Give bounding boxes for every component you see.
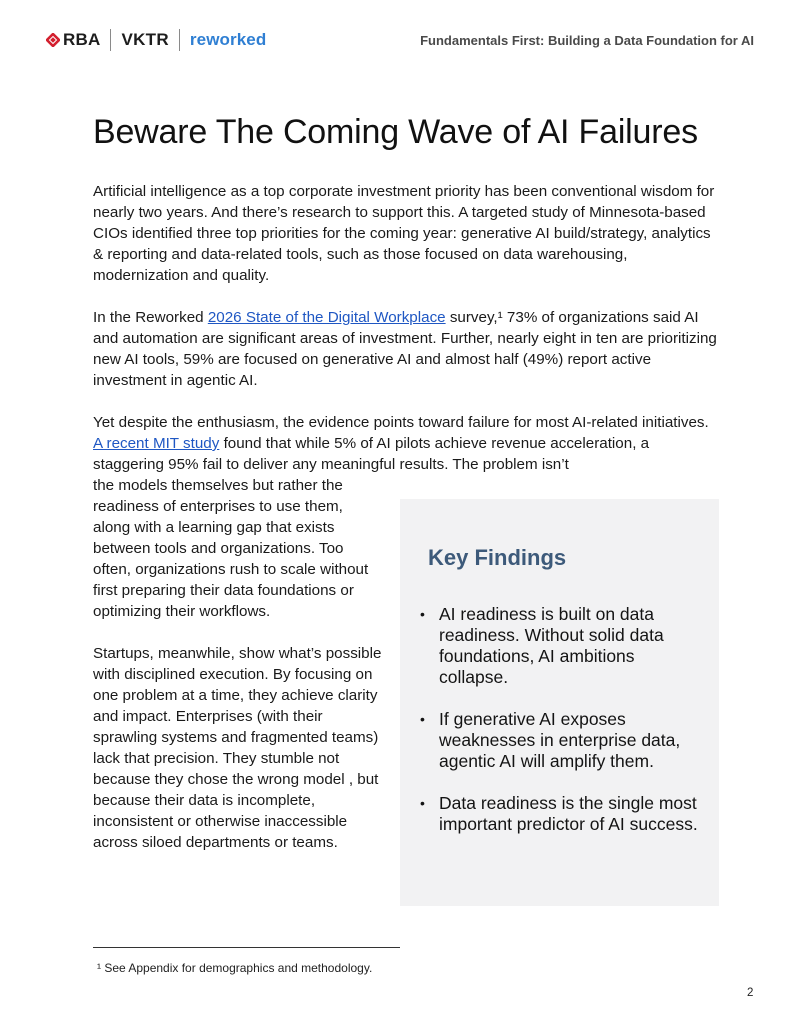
key-finding-item (420, 604, 705, 688)
mit-study-link[interactable]: A recent MIT study (93, 435, 220, 452)
paragraph-text: found that while 5% of AI pilots achieve revenue acceleration, a staggering 95% fail to deliver any meaningful results. The problem isn’t (93, 435, 650, 473)
bullet-icon: • (420, 711, 425, 727)
paragraph-text: Yet despite the enthusiasm, the evidence points toward failure for most AI-related initiatives. (93, 414, 709, 431)
logo-divider (179, 29, 180, 51)
logo-divider (110, 29, 111, 51)
key-finding-text: AI readiness is built on data readiness. Without solid data foundations, AI ambitions collapse. (439, 604, 664, 687)
paragraph-survey (93, 307, 718, 391)
paragraph-mit-study (93, 412, 718, 475)
key-finding-text: Data readiness is the single most important predictor of AI success. (439, 793, 698, 834)
rba-mark-icon (46, 33, 60, 47)
rba-logo (46, 30, 100, 50)
paragraph-mit-study-continued: the models themselves but rather the readiness of enterprises to use them, along with a learning gap that exists between tools and organizations. Too often, organizations rush to scale without first preparing their data foundations or optimizing their workflows. (93, 477, 369, 620)
key-finding-item (420, 793, 705, 835)
state-of-digital-workplace-link[interactable]: 2026 State of the Digital Workplace (207, 309, 446, 326)
vktr-logo: VKTR (121, 30, 169, 49)
page-title: Beware The Coming Wave of AI Failures (93, 113, 698, 151)
footnote: ¹ See Appendix for demographics and methodology. (97, 961, 373, 975)
key-findings-title: Key Findings (428, 545, 567, 570)
paragraph-text: survey,¹ 73% of organizations said AI and automation are significant areas of investment. Further, nearly eight in ten are prioritizing new AI tools, 59% are focused on generative AI and almost half (49%) report active investment in agentic AI. (93, 309, 717, 389)
key-finding-item (420, 709, 705, 772)
bullet-icon: • (420, 606, 425, 622)
page-header (46, 26, 754, 54)
paragraph-intro: Artificial intelligence as a top corporate investment priority has been conventional wisdom for nearly two years. And there’s research to support this. A targeted study of Minnesota-based CIOs identified three top priorities for the coming year: generative AI build/strategy, analytics & reporting and data-related tools, such as those focused on data warehousing, modernization and quality. (93, 183, 715, 284)
logo-group (46, 29, 266, 51)
paragraph-text: In the Reworked (93, 309, 208, 326)
paragraph-startups: Startups, meanwhile, show what’s possible with disciplined execution. By focusing on one problem at a time, they achieve clarity and impact. Enterprises (with their sprawling systems and fragmented teams) lack that precision. They stumble not because they chose the wrong model , but because their data is incomplete, inconsistent or otherwise inaccessible across siloed departments or teams. (93, 645, 382, 851)
bullet-icon: • (420, 795, 425, 811)
rba-logo-text: RBA (63, 30, 101, 49)
key-findings-list (420, 604, 705, 856)
page-number: 2 (747, 987, 754, 999)
reworked-logo: reworked (189, 30, 267, 49)
footnote-divider (93, 947, 400, 948)
key-finding-text: If generative AI exposes weaknesses in enterprise data, agentic AI will amplify them. (439, 709, 681, 771)
report-title: Fundamentals First: Building a Data Foundation for AI (420, 32, 754, 48)
